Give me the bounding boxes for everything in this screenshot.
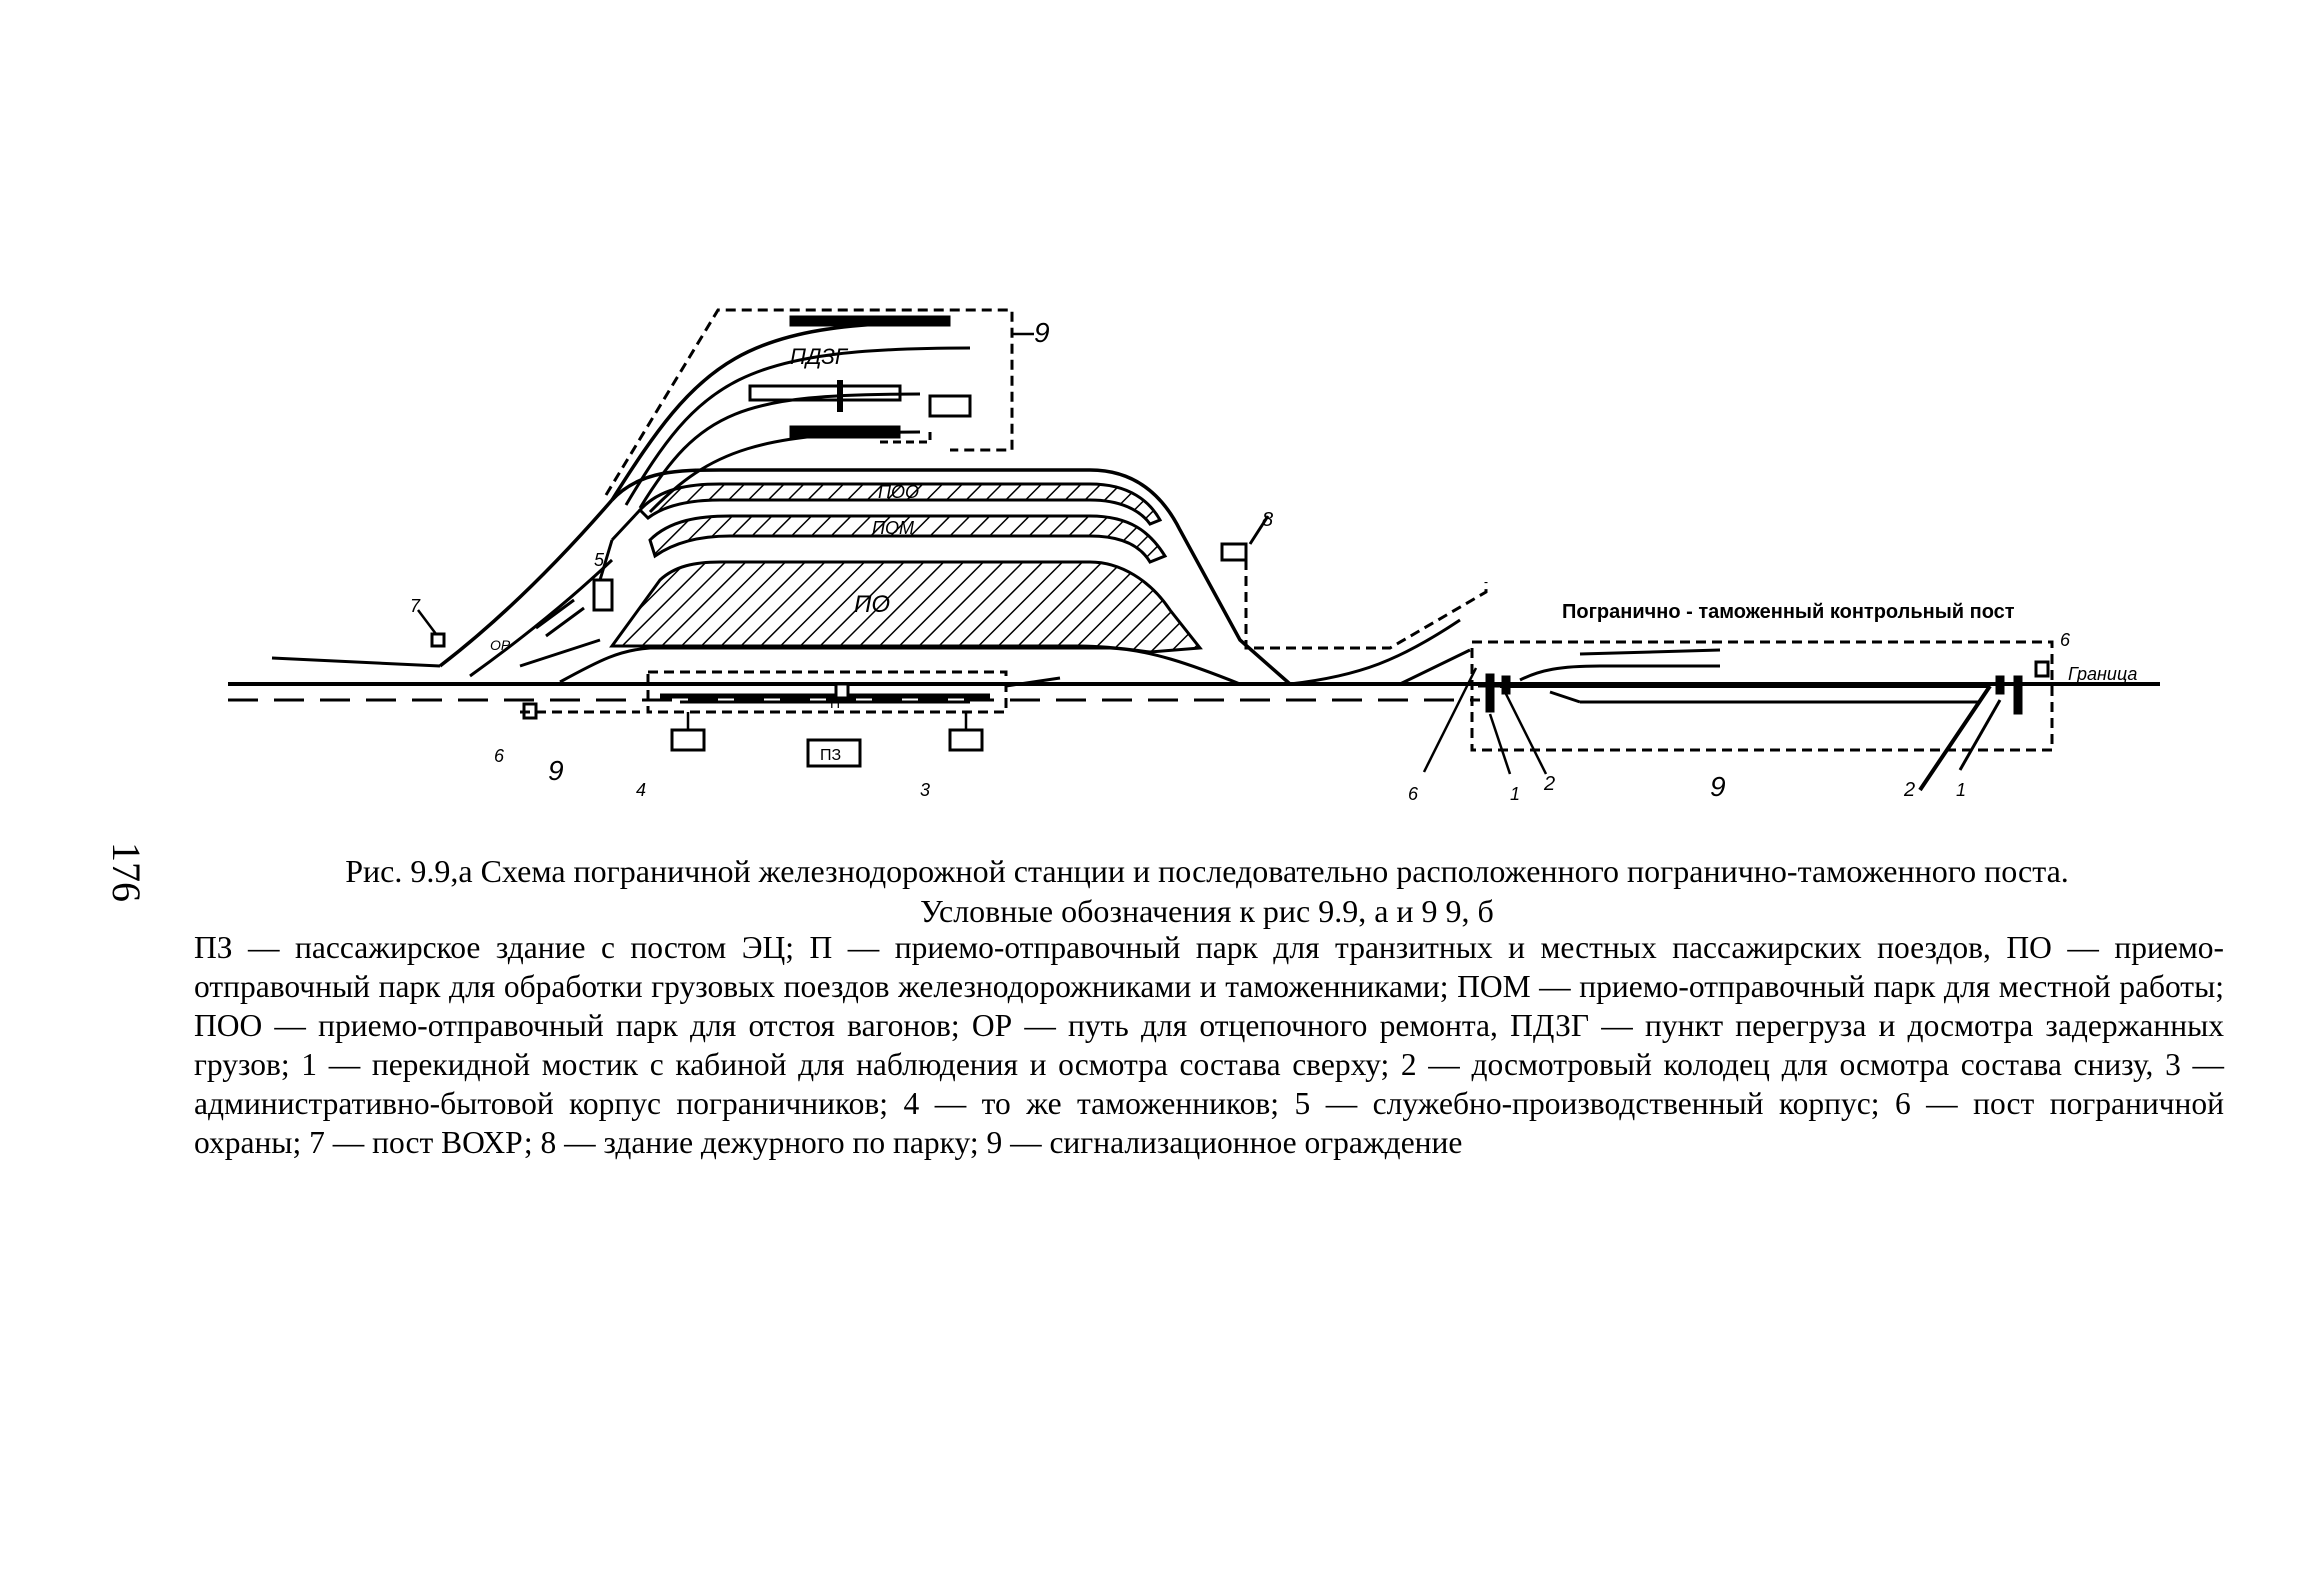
customs-track-3	[1550, 692, 1580, 702]
pit-2-left	[1502, 676, 1510, 694]
callout-5: 5	[594, 550, 605, 570]
callout-9-top: 9	[1034, 317, 1050, 348]
callout-9-right: 9	[1710, 771, 1726, 802]
building-3	[950, 730, 982, 750]
customs-lead-track-2	[1400, 650, 1470, 684]
building-5	[594, 580, 612, 610]
label-po: ПО	[854, 591, 891, 618]
label-poo: ПОО	[878, 482, 920, 502]
op-track-3	[520, 640, 600, 666]
callout-2-left: 2	[1544, 773, 1556, 795]
callout-6-mid: 6	[1408, 784, 1419, 804]
label-op: ОР	[490, 637, 511, 653]
callout-9-left: 9	[548, 755, 564, 786]
label-pz: ПЗ	[820, 747, 842, 764]
main-tracks	[228, 658, 2160, 700]
callout-4: 4	[636, 780, 647, 800]
pdzg-cabin	[930, 396, 970, 416]
label-p: П	[830, 695, 841, 711]
customs-track-1	[1520, 666, 1720, 680]
callout-1-right: 1	[1956, 780, 1967, 800]
label-pom: ПОМ	[872, 518, 915, 538]
park-po	[612, 562, 1200, 652]
customs-post	[1424, 642, 2160, 790]
page-number: 176	[104, 842, 149, 902]
leader-1-left	[1490, 714, 1510, 774]
legend-title: Условные обозначения к рис 9.9, а и 9 9, б	[920, 893, 1494, 929]
park-outline-bottom	[560, 648, 1240, 684]
passenger-park	[648, 672, 1060, 766]
callout-2-right: 2	[1904, 779, 1916, 801]
building-8	[1222, 544, 1246, 560]
park-lead-1	[612, 510, 640, 540]
bridge-1-left	[1486, 674, 1494, 712]
station-parks	[560, 470, 1290, 684]
label-granitsa: Граница	[2068, 664, 2138, 684]
callout-3: 3	[920, 780, 931, 800]
callout-8: 8	[1262, 509, 1274, 531]
pdzg-building-1	[790, 316, 950, 326]
label-pdzg: ПДЗГ	[790, 344, 847, 369]
main-track-end	[272, 658, 440, 666]
diagram-labels	[410, 317, 2137, 804]
fence-mid	[1246, 560, 1486, 648]
callout-7: 7	[410, 596, 421, 616]
label-customs-post: Погранично - таможенный контрольный пост	[1562, 601, 2015, 623]
post-7-box	[432, 634, 444, 646]
callout-1-left: 1	[1510, 784, 1521, 804]
op-track-1	[536, 600, 574, 628]
callout-6-right: 6	[2060, 630, 2071, 650]
building-4	[672, 730, 704, 750]
post-6-right	[2036, 662, 2048, 676]
customs-lead-track	[1290, 620, 1460, 684]
park-p-fence	[648, 672, 1006, 712]
leader-2-left	[1506, 694, 1546, 774]
bridge-1-right	[2014, 676, 2022, 714]
customs-diag-2	[1960, 700, 2000, 770]
customs-track-5	[1580, 650, 1720, 654]
pdzg-building-3	[790, 426, 900, 438]
pit-2-right	[1996, 676, 2004, 694]
legend-text: ПЗ — пассажирское здание с постом ЭЦ; П — приемо-отправочный парк для транзитных и местных пассажирских поездов, ПО — приемо-отправочный парк для обработки грузовых поездов железнодорожниками и таможенниками; ПОМ — приемо-отправочный парк для местной работы; ПОО — приемо-отправочный парк для отстоя вагонов; ОР — путь для отцепочного ремонта, ПДЗГ — пункт перегруза и досмотра задержанных грузов; 1 — перекидной мостик с кабиной для наблюдения и осмотра состава сверху; 2 — досмотровый колодец для осмотра состава снизу, 3 — административно-бытовой корпус пограничников; 4 — то же таможенников; 5 — служебно-производственный корпус; 6 — пост пограничной охраны; 7 — пост ВОХР; 8 — здание дежурного по парку; 9 — сигнализационное ограждение	[194, 930, 2224, 1160]
post-7-leader	[418, 610, 436, 634]
figure-caption: Рис. 9.9,а Схема пограничной железнодорожной станции и последовательно расположенного погранично-таможенного поста.	[345, 853, 2069, 889]
pdzg-area	[606, 310, 1012, 512]
callout-6-left: 6	[494, 746, 505, 766]
